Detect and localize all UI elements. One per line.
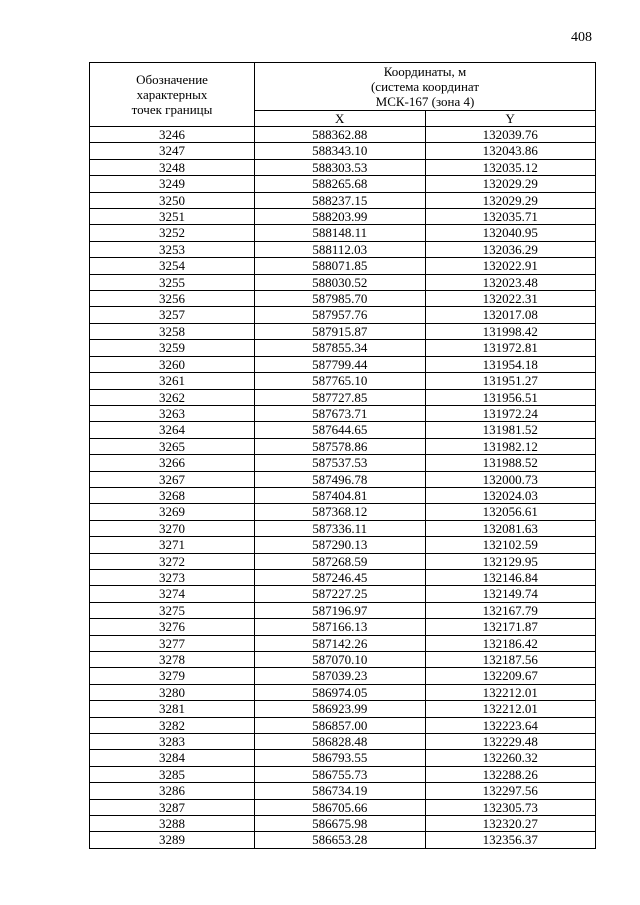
point-id-cell: 3247 xyxy=(90,143,255,159)
point-id-cell: 3265 xyxy=(90,438,255,454)
y-coordinate-cell: 132129.95 xyxy=(425,553,596,569)
x-coordinate-cell: 588071.85 xyxy=(255,258,426,274)
x-coordinate-cell: 587368.12 xyxy=(255,504,426,520)
y-coordinate-cell: 131954.18 xyxy=(425,356,596,372)
table-row xyxy=(90,750,596,766)
header-line: МСК-167 (зона 4) xyxy=(375,94,475,109)
x-coordinate-cell: 586974.05 xyxy=(255,684,426,700)
x-coordinate-cell: 587246.45 xyxy=(255,569,426,585)
x-coordinate-cell: 586675.98 xyxy=(255,816,426,832)
point-id-cell: 3281 xyxy=(90,701,255,717)
y-coordinate-cell: 131982.12 xyxy=(425,438,596,454)
x-coordinate-cell: 588203.99 xyxy=(255,209,426,225)
table-row xyxy=(90,159,596,175)
table-row xyxy=(90,471,596,487)
table-row xyxy=(90,701,596,717)
table-row xyxy=(90,176,596,192)
point-id-cell: 3257 xyxy=(90,307,255,323)
y-coordinate-cell: 132229.48 xyxy=(425,734,596,750)
point-id-cell: 3267 xyxy=(90,471,255,487)
point-id-cell: 3285 xyxy=(90,766,255,782)
point-id-cell: 3259 xyxy=(90,340,255,356)
table-row xyxy=(90,553,596,569)
table-row xyxy=(90,225,596,241)
point-id-cell: 3261 xyxy=(90,373,255,389)
x-coordinate-cell: 587727.85 xyxy=(255,389,426,405)
x-coordinate-cell: 587166.13 xyxy=(255,619,426,635)
x-column-header: X xyxy=(255,111,426,127)
x-coordinate-cell: 588362.88 xyxy=(255,127,426,143)
point-id-cell: 3278 xyxy=(90,652,255,668)
point-id-cell: 3284 xyxy=(90,750,255,766)
point-id-cell: 3262 xyxy=(90,389,255,405)
point-id-cell: 3255 xyxy=(90,274,255,290)
table-row xyxy=(90,799,596,815)
table-row xyxy=(90,602,596,618)
y-coordinate-cell: 132029.29 xyxy=(425,192,596,208)
table-row xyxy=(90,192,596,208)
x-coordinate-cell: 588112.03 xyxy=(255,241,426,257)
x-coordinate-cell: 587673.71 xyxy=(255,405,426,421)
x-coordinate-cell: 587496.78 xyxy=(255,471,426,487)
point-id-cell: 3268 xyxy=(90,487,255,503)
y-coordinate-cell: 131981.52 xyxy=(425,422,596,438)
point-id-cell: 3286 xyxy=(90,783,255,799)
table-row xyxy=(90,766,596,782)
point-id-cell: 3251 xyxy=(90,209,255,225)
x-coordinate-cell: 588265.68 xyxy=(255,176,426,192)
table-row xyxy=(90,143,596,159)
y-column-header: Y xyxy=(425,111,596,127)
x-coordinate-cell: 588237.15 xyxy=(255,192,426,208)
x-coordinate-cell: 586653.28 xyxy=(255,832,426,848)
x-coordinate-cell: 586828.48 xyxy=(255,734,426,750)
point-designation-header xyxy=(90,63,255,127)
point-id-cell: 3272 xyxy=(90,553,255,569)
y-coordinate-cell: 131998.42 xyxy=(425,323,596,339)
y-coordinate-cell: 132356.37 xyxy=(425,832,596,848)
x-coordinate-cell: 587985.70 xyxy=(255,291,426,307)
point-id-cell: 3256 xyxy=(90,291,255,307)
x-coordinate-cell: 587799.44 xyxy=(255,356,426,372)
y-coordinate-cell: 132212.01 xyxy=(425,684,596,700)
table-row xyxy=(90,652,596,668)
x-coordinate-cell: 587070.10 xyxy=(255,652,426,668)
y-coordinate-cell: 132040.95 xyxy=(425,225,596,241)
point-id-cell: 3280 xyxy=(90,684,255,700)
header-line: (система координат xyxy=(370,79,480,94)
y-coordinate-cell: 132209.67 xyxy=(425,668,596,684)
table-row xyxy=(90,487,596,503)
x-coordinate-cell: 587404.81 xyxy=(255,487,426,503)
y-coordinate-cell: 132022.31 xyxy=(425,291,596,307)
y-coordinate-cell: 132187.56 xyxy=(425,652,596,668)
y-coordinate-cell: 131972.81 xyxy=(425,340,596,356)
header-line: характерных xyxy=(136,87,208,102)
coordinates-header xyxy=(255,63,596,111)
y-coordinate-cell: 132023.48 xyxy=(425,274,596,290)
point-id-cell: 3249 xyxy=(90,176,255,192)
point-id-cell: 3253 xyxy=(90,241,255,257)
point-id-cell: 3287 xyxy=(90,799,255,815)
table-row xyxy=(90,586,596,602)
x-coordinate-cell: 587268.59 xyxy=(255,553,426,569)
x-coordinate-cell: 587290.13 xyxy=(255,537,426,553)
point-id-cell: 3246 xyxy=(90,127,255,143)
y-coordinate-cell: 132017.08 xyxy=(425,307,596,323)
point-id-cell: 3277 xyxy=(90,635,255,651)
point-id-cell: 3276 xyxy=(90,619,255,635)
table-row xyxy=(90,127,596,143)
y-coordinate-cell: 132081.63 xyxy=(425,520,596,536)
x-coordinate-cell: 587644.65 xyxy=(255,422,426,438)
point-id-cell: 3271 xyxy=(90,537,255,553)
y-coordinate-cell: 131988.52 xyxy=(425,455,596,471)
y-coordinate-cell: 131956.51 xyxy=(425,389,596,405)
x-coordinate-cell: 586755.73 xyxy=(255,766,426,782)
x-coordinate-cell: 587196.97 xyxy=(255,602,426,618)
x-coordinate-cell: 588343.10 xyxy=(255,143,426,159)
table-row xyxy=(90,209,596,225)
x-coordinate-cell: 587227.25 xyxy=(255,586,426,602)
x-coordinate-cell: 588030.52 xyxy=(255,274,426,290)
point-id-cell: 3266 xyxy=(90,455,255,471)
x-coordinate-cell: 588303.53 xyxy=(255,159,426,175)
coordinates-table xyxy=(89,62,596,849)
x-coordinate-cell: 587142.26 xyxy=(255,635,426,651)
point-id-cell: 3270 xyxy=(90,520,255,536)
x-coordinate-cell: 586923.99 xyxy=(255,701,426,717)
x-coordinate-cell: 586734.19 xyxy=(255,783,426,799)
point-id-cell: 3252 xyxy=(90,225,255,241)
point-id-cell: 3248 xyxy=(90,159,255,175)
y-coordinate-cell: 132167.79 xyxy=(425,602,596,618)
y-coordinate-cell: 132223.64 xyxy=(425,717,596,733)
x-coordinate-cell: 586705.66 xyxy=(255,799,426,815)
y-coordinate-cell: 132146.84 xyxy=(425,569,596,585)
header-line: Обозначение xyxy=(136,72,208,87)
point-id-cell: 3254 xyxy=(90,258,255,274)
y-coordinate-cell: 132043.86 xyxy=(425,143,596,159)
point-id-cell: 3258 xyxy=(90,323,255,339)
point-id-cell: 3279 xyxy=(90,668,255,684)
point-id-cell: 3289 xyxy=(90,832,255,848)
y-coordinate-cell: 132288.26 xyxy=(425,766,596,782)
table-row xyxy=(90,783,596,799)
header-line: Координаты, м xyxy=(383,64,467,79)
x-coordinate-cell: 586857.00 xyxy=(255,717,426,733)
y-coordinate-cell: 132102.59 xyxy=(425,537,596,553)
y-coordinate-cell: 132305.73 xyxy=(425,799,596,815)
table-row xyxy=(90,504,596,520)
point-id-cell: 3263 xyxy=(90,405,255,421)
table-row xyxy=(90,422,596,438)
point-id-cell: 3283 xyxy=(90,734,255,750)
table-row xyxy=(90,619,596,635)
y-coordinate-cell: 132024.03 xyxy=(425,487,596,503)
table-row xyxy=(90,373,596,389)
table-row xyxy=(90,455,596,471)
y-coordinate-cell: 132212.01 xyxy=(425,701,596,717)
y-coordinate-cell: 132039.76 xyxy=(425,127,596,143)
point-id-cell: 3275 xyxy=(90,602,255,618)
x-coordinate-cell: 587855.34 xyxy=(255,340,426,356)
x-coordinate-cell: 587039.23 xyxy=(255,668,426,684)
table-row xyxy=(90,717,596,733)
table-row xyxy=(90,356,596,372)
table-body xyxy=(90,127,596,849)
x-coordinate-cell: 587957.76 xyxy=(255,307,426,323)
table-row xyxy=(90,734,596,750)
point-id-cell: 3269 xyxy=(90,504,255,520)
y-coordinate-cell: 132035.12 xyxy=(425,159,596,175)
y-coordinate-cell: 132320.27 xyxy=(425,816,596,832)
table-row xyxy=(90,389,596,405)
x-coordinate-cell: 587915.87 xyxy=(255,323,426,339)
table-row xyxy=(90,307,596,323)
y-coordinate-cell: 132171.87 xyxy=(425,619,596,635)
y-coordinate-cell: 132035.71 xyxy=(425,209,596,225)
table-row xyxy=(90,684,596,700)
y-coordinate-cell: 132056.61 xyxy=(425,504,596,520)
y-coordinate-cell: 131972.24 xyxy=(425,405,596,421)
point-id-cell: 3264 xyxy=(90,422,255,438)
x-coordinate-cell: 587336.11 xyxy=(255,520,426,536)
point-id-cell: 3288 xyxy=(90,816,255,832)
y-coordinate-cell: 132260.32 xyxy=(425,750,596,766)
y-coordinate-cell: 132000.73 xyxy=(425,471,596,487)
table-row xyxy=(90,405,596,421)
table-row xyxy=(90,274,596,290)
x-coordinate-cell: 587765.10 xyxy=(255,373,426,389)
table-row xyxy=(90,438,596,454)
y-coordinate-cell: 132149.74 xyxy=(425,586,596,602)
page-number: 408 xyxy=(571,30,592,45)
table-row xyxy=(90,832,596,848)
point-id-cell: 3274 xyxy=(90,586,255,602)
y-coordinate-cell: 131951.27 xyxy=(425,373,596,389)
table-row xyxy=(90,241,596,257)
x-coordinate-cell: 587578.86 xyxy=(255,438,426,454)
point-id-cell: 3260 xyxy=(90,356,255,372)
table-row xyxy=(90,340,596,356)
point-id-cell: 3282 xyxy=(90,717,255,733)
table-row xyxy=(90,635,596,651)
x-coordinate-cell: 586793.55 xyxy=(255,750,426,766)
table-row xyxy=(90,323,596,339)
y-coordinate-cell: 132036.29 xyxy=(425,241,596,257)
point-id-cell: 3250 xyxy=(90,192,255,208)
x-coordinate-cell: 587537.53 xyxy=(255,455,426,471)
table-row xyxy=(90,520,596,536)
y-coordinate-cell: 132029.29 xyxy=(425,176,596,192)
y-coordinate-cell: 132186.42 xyxy=(425,635,596,651)
x-coordinate-cell: 588148.11 xyxy=(255,225,426,241)
point-id-cell: 3273 xyxy=(90,569,255,585)
table-row xyxy=(90,537,596,553)
y-coordinate-cell: 132022.91 xyxy=(425,258,596,274)
table-row xyxy=(90,258,596,274)
table-row xyxy=(90,816,596,832)
y-coordinate-cell: 132297.56 xyxy=(425,783,596,799)
table-row xyxy=(90,668,596,684)
table-row xyxy=(90,569,596,585)
header-line: точек границы xyxy=(131,102,213,117)
table-row xyxy=(90,291,596,307)
